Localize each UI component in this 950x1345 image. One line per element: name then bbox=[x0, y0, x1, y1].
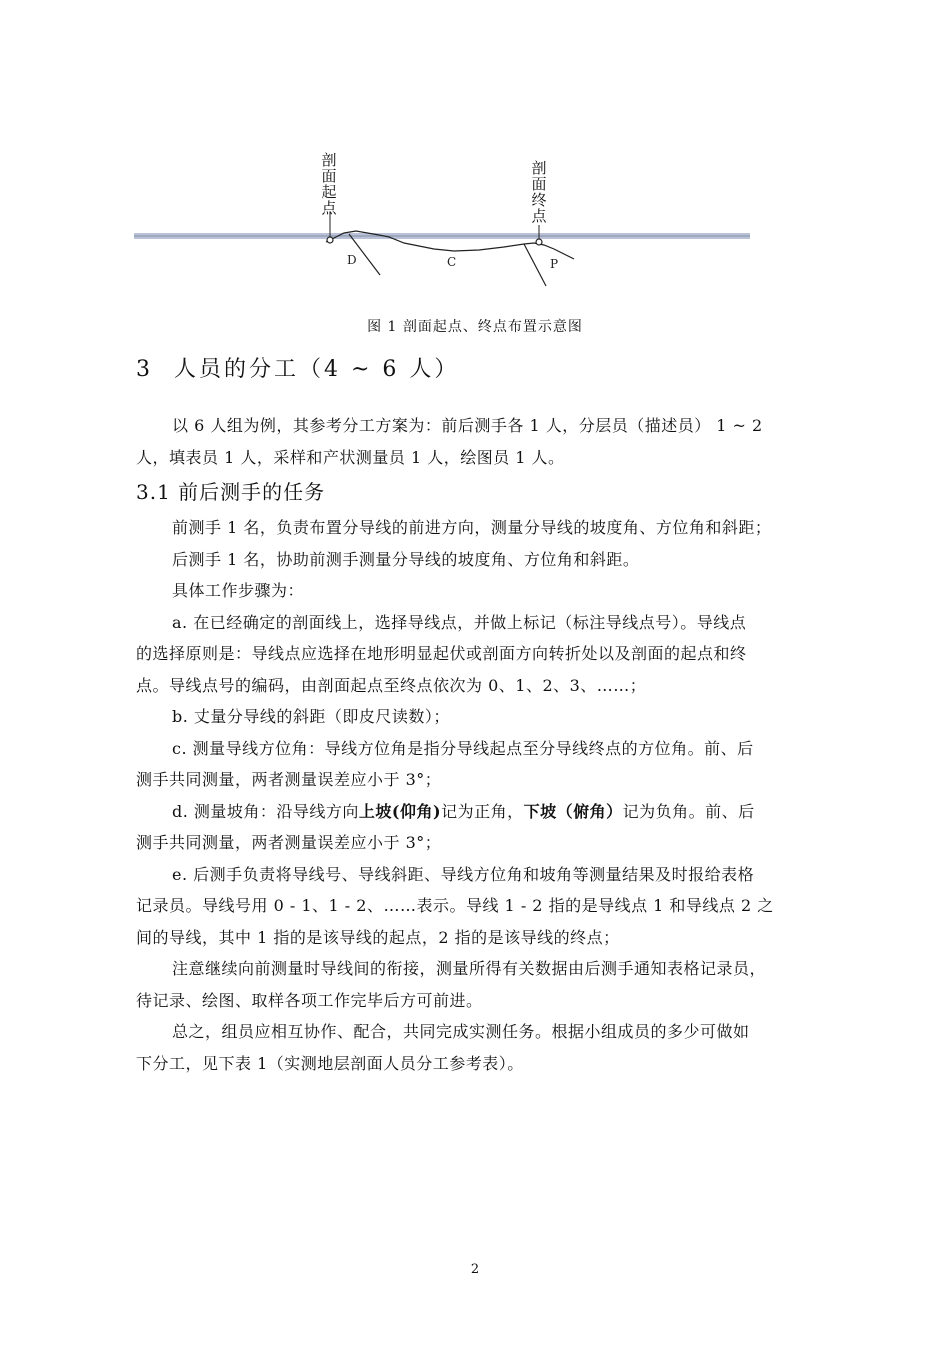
intro-paragraph bbox=[136, 410, 860, 473]
intro-line-2: 人，填表员 1 人，采样和产状测量员 1 人，绘图员 1 人。 bbox=[136, 447, 565, 467]
step-a-line-1: a. 在已经确定的剖面线上，选择导线点，并做上标记（标注导线点号）。导线点 bbox=[172, 612, 747, 632]
step-d-line-1-mid: 记为正角， bbox=[441, 801, 524, 821]
start-label: 剖面起点 bbox=[321, 151, 337, 217]
step-a-line-3: 点。导线点号的编码，由剖面起点至终点依次为 0、1、2、3、……； bbox=[136, 675, 647, 695]
step-c-line-2: 测手共同测量，两者测量误差应小于 3°； bbox=[136, 770, 442, 789]
intro-line bbox=[136, 442, 860, 474]
figure-caption: 图 1 剖面起点、终点布置示意图 bbox=[367, 319, 583, 335]
mark-d: D bbox=[347, 253, 357, 267]
mark-p: P bbox=[550, 257, 559, 271]
summary-line-2: 下分工，见下表 1（实测地层剖面人员分工参考表）。 bbox=[136, 1053, 524, 1073]
step-d-uphill: 上坡(仰角) bbox=[358, 801, 442, 821]
step-d-line-2: 测手共同测量，两者测量误差应小于 3°； bbox=[136, 833, 442, 852]
mark-c: C bbox=[447, 255, 457, 269]
p3: 具体工作步骤为： bbox=[172, 581, 305, 600]
step-d-line-1-post: 记为负角。前、后 bbox=[622, 801, 755, 821]
section-number: 3 bbox=[136, 357, 153, 382]
p2: 后测手 1 名，协助前测手测量分导线的坡度角、方位角和斜距。 bbox=[172, 549, 640, 569]
step-e-line-2: 记录员。导线号用 0 - 1、1 - 2、……表示。导线 1 - 2 指的是导线点 1 和导线点 2 之 bbox=[136, 896, 774, 915]
intro-line bbox=[136, 410, 860, 442]
step-a-line-2: 的选择原则是：导线点应选择在地形明显起伏或剖面方向转折处以及剖面的起点和终 bbox=[136, 644, 747, 663]
body-text bbox=[136, 512, 860, 1079]
intro-line-1: 以 6 人组为例，其参考分工方案为：前后测手各 1 人，分层员（描述员） 1 ~ 2 bbox=[172, 416, 763, 435]
step-c-line-1: c. 测量导线方位角：导线方位角是指分导线起点至分导线终点的方位角。前、后 bbox=[172, 738, 754, 758]
p1: 前测手 1 名，负责布置分导线的前进方向，测量分导线的坡度角、方位角和斜距； bbox=[172, 518, 772, 537]
step-e-line-3: 间的导线，其中 1 指的是该导线的起点，2 指的是该导线的终点； bbox=[136, 927, 620, 947]
step-b-line-1: b. 丈量分导线的斜距（即皮尺读数）； bbox=[172, 707, 450, 726]
profile-diagram bbox=[134, 150, 750, 290]
subsection-heading: 3.1 前后测手的任务 bbox=[136, 480, 326, 504]
step-e-line-1: e. 后测手负责将导线号、导线斜距、导线方位角和坡角等测量结果及时报给表格 bbox=[172, 864, 755, 884]
section-title: 人员的分工（4 ~ 6 人） bbox=[174, 357, 460, 382]
step-d-line-1-pre: d. 测量坡角：沿导线方向 bbox=[172, 801, 359, 821]
section-heading bbox=[136, 352, 459, 383]
start-point-marker bbox=[327, 237, 333, 243]
page-number: 2 bbox=[470, 1262, 480, 1277]
end-label: 剖面终点 bbox=[531, 159, 547, 225]
summary-line-1: 总之，组员应相互协作、配合，共同完成实测任务。根据小组成员的多少可做如 bbox=[172, 1022, 750, 1041]
profile-diagram-svg bbox=[134, 150, 750, 290]
contact-line-p bbox=[524, 244, 546, 286]
note-line-2: 待记录、绘图、取样各项工作完毕后方可前进。 bbox=[136, 990, 483, 1010]
step-d-downhill: 下坡（俯角） bbox=[523, 801, 623, 821]
end-point-marker bbox=[536, 239, 542, 245]
note-line-1: 注意继续向前测量时导线间的衔接，测量所得有关数据由后测手通知表格记录员， bbox=[172, 959, 767, 978]
